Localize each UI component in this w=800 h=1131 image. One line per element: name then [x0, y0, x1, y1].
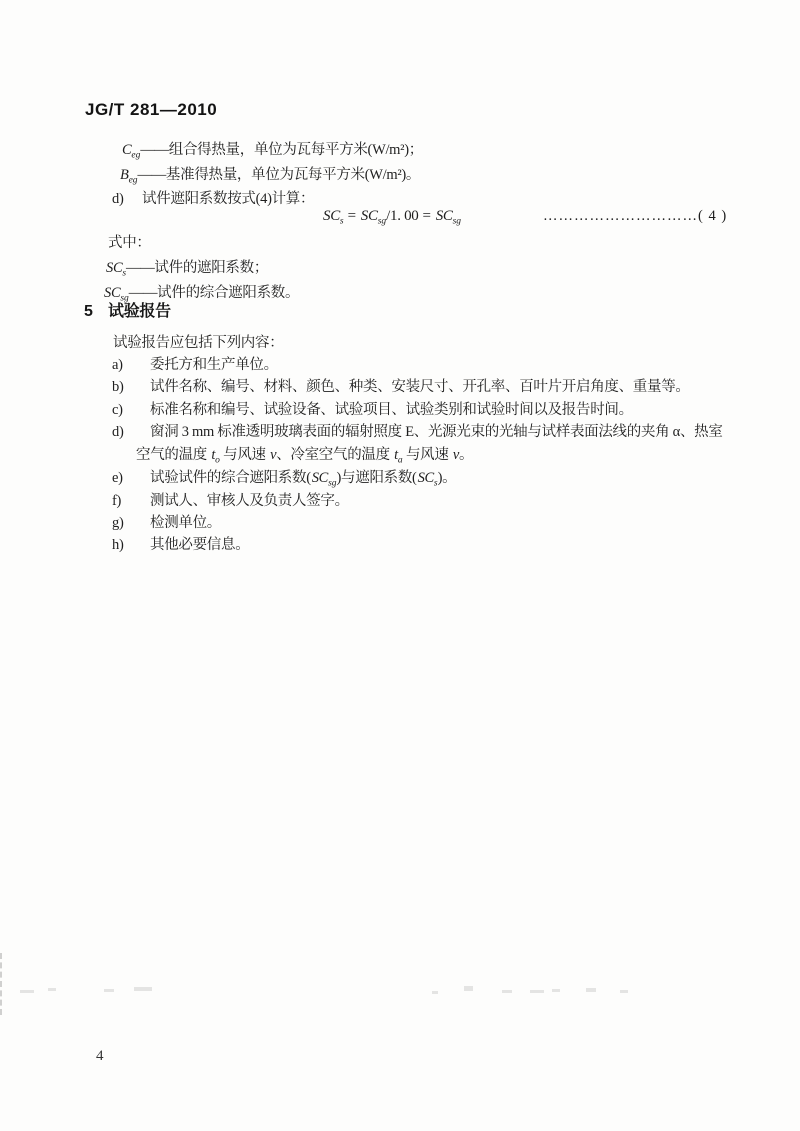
symbol-t-hot-sub: o [215, 455, 220, 466]
item-d-line1: 窗洞 3 mm 标准透明玻璃表面的辐射照度 E、光源光束的光轴与试样表面法线的夹角 α、热室 [150, 424, 723, 440]
symbol-sc-sg-sub: sg [120, 293, 129, 304]
symbol-t-cold-sub: a [397, 455, 403, 466]
symbol-sc-sg: SC [104, 285, 121, 301]
item-e-pre: 试验试件的综合遮阳系数( [150, 470, 311, 486]
formula-sc-sg-sub: sg [377, 216, 387, 227]
symbol-t-hot: t [211, 447, 216, 463]
formula-sc-sg-2: SC [435, 208, 453, 224]
symbol-v-hot: v [270, 447, 277, 463]
symbol-c-subscript: eg [131, 150, 141, 161]
formula-sc-sg: SC [360, 208, 378, 224]
scan-artifact [586, 988, 596, 992]
item-f-label: f) [112, 493, 122, 509]
report-item-g [112, 513, 221, 533]
equals-sign-2: = [422, 208, 431, 224]
report-item-e [112, 468, 456, 494]
where-sc-s [105, 258, 268, 284]
report-item-h [112, 535, 249, 555]
item-a-label: a) [112, 357, 123, 373]
where-sc-sg-text: ——试件的综合遮阳系数。 [128, 285, 300, 301]
item-f-text: 测试人、审核人及负责人签字。 [150, 493, 349, 509]
item-g-label: g) [112, 515, 124, 531]
definition-ceg [121, 140, 423, 166]
symbol-sc-sg-inline-sub: sg [328, 478, 337, 489]
formula-4 [322, 206, 461, 232]
item-d2-label: d) [112, 424, 124, 440]
symbol-v-cold: v [452, 447, 460, 463]
report-item-d-line2 [136, 445, 473, 471]
report-item-c [112, 400, 633, 420]
page-number: 4 [96, 1048, 104, 1064]
report-intro: 试验报告应包括下列内容： [113, 335, 284, 351]
symbol-t-cold: t [394, 447, 398, 463]
standard-code-header: JG/T 281—2010 [85, 100, 218, 119]
where-label: 式中： [108, 235, 151, 251]
definition-beg-text: ——基准得热量，单位为瓦每平方米(W/m²)。 [137, 167, 421, 183]
item-d-line2-t5: 。 [459, 447, 474, 463]
scan-artifact [48, 988, 56, 991]
scan-artifact [620, 990, 628, 993]
scan-edge-artifact [0, 953, 2, 1015]
scan-artifact [552, 989, 560, 992]
item-d-text: 试件遮阳系数按式(4)计算： [142, 191, 315, 207]
item-c-label: c) [112, 402, 123, 418]
scan-artifact [20, 990, 34, 993]
symbol-sc-s: SC [106, 260, 123, 276]
item-d-line2-t1: 空气的温度 [136, 447, 211, 463]
item-d-line2-t2: 与风速 [219, 447, 270, 463]
formula-number: ( 4 ) [698, 208, 728, 224]
section-5-heading [84, 302, 171, 322]
scan-artifact [432, 991, 438, 994]
item-g-text: 检测单位。 [150, 515, 221, 531]
symbol-sc-s-inline-sub: s [433, 478, 438, 489]
equals-sign: = [347, 208, 356, 224]
scan-artifact [502, 990, 512, 993]
where-sc-s-text: ——试件的遮阳系数； [126, 260, 269, 276]
report-item-b [112, 377, 690, 397]
scan-artifact [530, 990, 544, 993]
item-d-line2-t4: 与风速 [402, 447, 452, 463]
report-item-a [112, 355, 278, 375]
symbol-c: C [122, 142, 132, 158]
item-d-line2-t3: 、冷室空气的温度 [276, 447, 394, 463]
item-d-label: d) [112, 191, 124, 207]
item-e-post: )。 [437, 470, 457, 486]
formula-divisor: /1. 00 [386, 208, 419, 224]
formula-sc-s-sub: s [339, 216, 344, 227]
item-b-label: b) [112, 379, 124, 395]
item-e-mid: )与遮阳系数( [336, 470, 417, 486]
formula-leader [543, 206, 727, 226]
item-c-text: 标准名称和编号、试验设备、试验项目、试验类别和试验时间以及报告时间。 [150, 402, 633, 418]
item-b-text: 试件名称、编号、材料、颜色、种类、安装尺寸、开孔率、百叶片开启角度、重量等。 [150, 379, 690, 395]
item-h-label: h) [112, 537, 124, 553]
symbol-b: B [120, 167, 129, 183]
item-e-label: e) [112, 470, 123, 486]
report-item-d [112, 422, 723, 442]
section-5-title: 试验报告 [108, 303, 171, 320]
symbol-sc-sg-inline: SC [311, 470, 329, 486]
section-5-number: 5 [84, 303, 93, 320]
symbol-sc-s-sub: s [122, 268, 127, 279]
item-h-text: 其他必要信息。 [150, 537, 250, 553]
formula-sc-sg-2-sub: sg [452, 216, 462, 227]
scan-artifact [134, 987, 152, 991]
leader-dots: ………………………… [543, 208, 698, 224]
symbol-b-subscript: eg [128, 175, 138, 186]
scan-artifact [464, 986, 473, 991]
definition-beg [119, 165, 420, 191]
symbol-sc-s-inline: SC [417, 470, 434, 486]
scan-artifact [104, 989, 114, 992]
definition-ceg-text: ——组合得热量，单位为瓦每平方米(W/m²)； [140, 142, 423, 158]
formula-sc-s: SC [323, 208, 340, 224]
item-d-calc [112, 189, 314, 209]
report-item-f [112, 491, 349, 511]
item-a-text: 委托方和生产单位。 [150, 357, 278, 373]
